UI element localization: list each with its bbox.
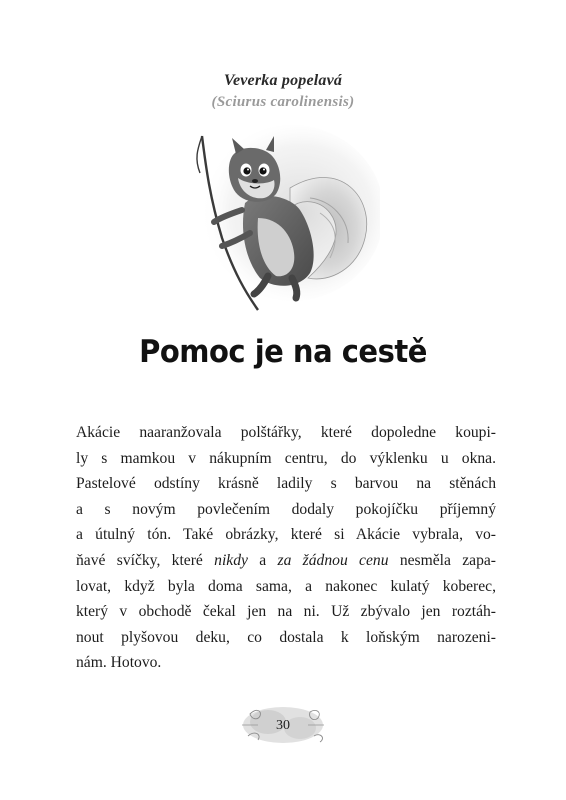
text-line: a útulný tón. Také obrázky, které si Akácie vybrala, vo- <box>76 526 496 544</box>
text-line: nout plyšovou deku, co dostala k loňským narozeni- <box>76 628 496 646</box>
text-run: nesměla zapa- <box>388 551 496 569</box>
body-paragraph <box>76 420 496 676</box>
text-line: Pastelové odstíny krásně ladily s barvou na stěnách <box>76 475 496 493</box>
text-line: ly s mamkou v nákupním centru, do výklenku u okna. <box>76 449 496 467</box>
text-line: lovat, když byla doma sama, a nakonec kulatý koberec, <box>76 577 496 595</box>
text-line: nám. Hotovo. <box>76 654 162 672</box>
text-line: a s novým povlečením dodaly pokojíčku příjemný <box>76 500 496 518</box>
text-run: a <box>247 551 278 569</box>
emphasis-text: za žádnou cenu <box>277 551 389 569</box>
text-line: Akácie naaranžovala polštářky, které dopoledne koupi- <box>76 424 496 441</box>
text-line <box>76 548 496 574</box>
page-number: 30 <box>276 718 290 733</box>
chapter-title: Pomoc je na cestě <box>139 332 427 370</box>
text-line: který v obchodě čekal jen na ni. Už zbývalo jen roztáh- <box>76 603 496 621</box>
illustration-caption-title: Veverka popelavá <box>223 72 343 89</box>
squirrel-illustration <box>180 118 380 313</box>
emphasis-text: nikdy <box>214 551 248 569</box>
illustration-caption-latin: (Sciurus carolinensis) <box>211 94 355 110</box>
text-run: ňavé svíčky, které <box>76 551 215 569</box>
